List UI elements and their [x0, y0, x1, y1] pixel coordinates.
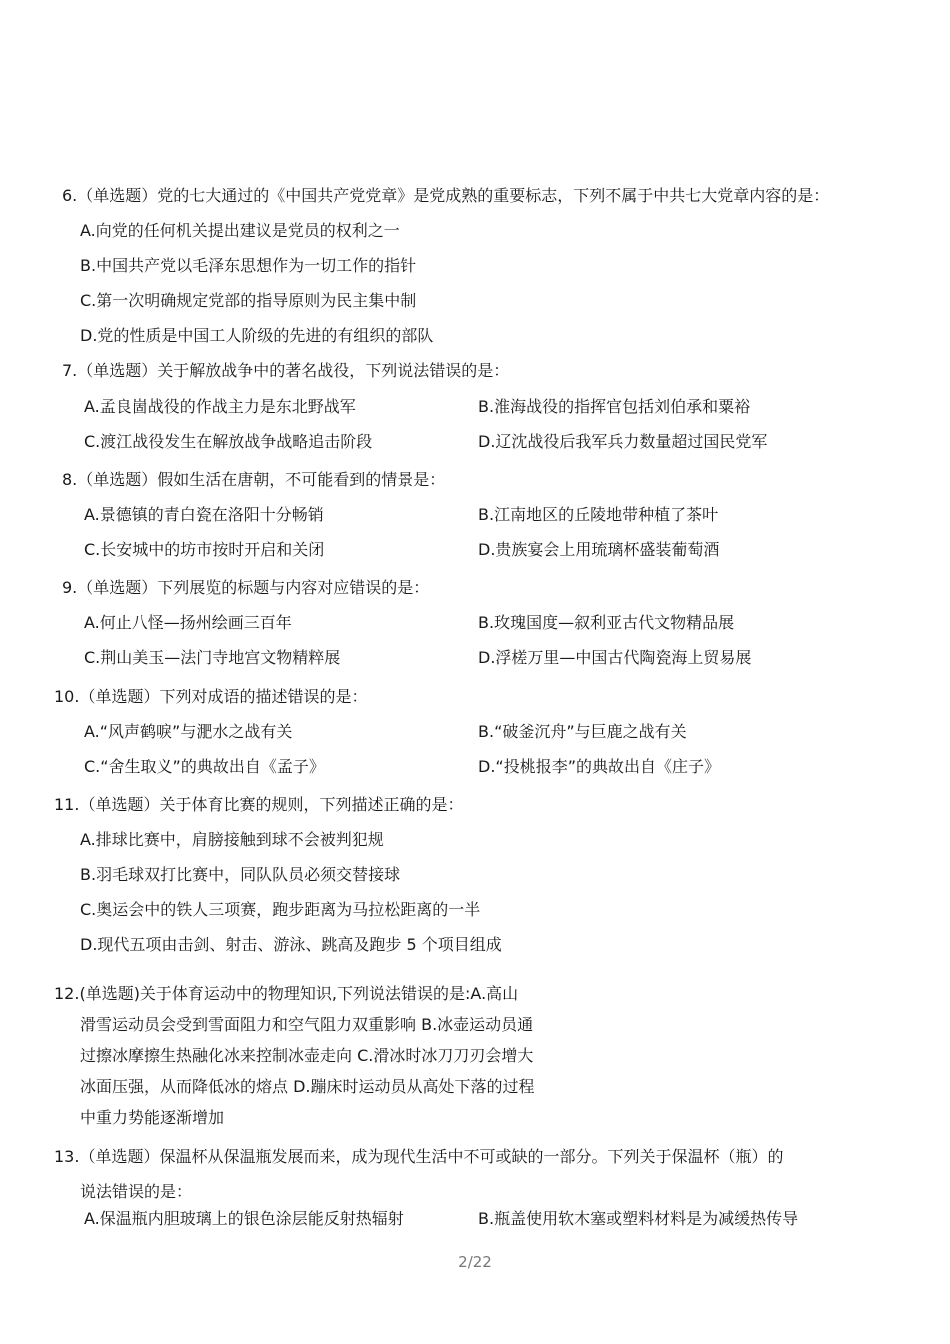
question-13-stem-line-1: 13.（单选题）保温杯从保温瓶发展而来，成为现代生活中不可或缺的一部分。下列关于保温杯（瓶）的	[54, 1147, 784, 1166]
question-10-stem: 10.（单选题）下列对成语的描述错误的是：	[54, 687, 368, 706]
question-9-option-b: B.玫瑰国度—叙利亚古代文物精品展	[478, 613, 735, 632]
question-6-option-c: C.第一次明确规定党部的指导原则为民主集中制	[80, 291, 417, 310]
question-12-line-3: 过擦冰摩擦生热融化冰来控制冰壶走向 C.滑冰时冰刀刀刃会增大	[80, 1046, 534, 1065]
question-11-option-c: C.奥运会中的铁人三项赛，跑步距离为马拉松距离的一半	[80, 900, 481, 919]
question-9-option-a: A.何止八怪—扬州绘画三百年	[84, 613, 292, 632]
question-12-line-5: 中重力势能逐渐增加	[80, 1108, 225, 1127]
question-13-stem-line-2: 说法错误的是：	[80, 1182, 193, 1201]
question-6-option-a: A.向党的任何机关提出建议是党员的权利之一	[80, 221, 400, 240]
question-11-stem: 11.（单选题）关于体育比赛的规则，下列描述正确的是：	[54, 795, 464, 814]
question-10-option-b: B.“破釜沉舟”与巨鹿之战有关	[478, 722, 687, 741]
question-9-option-c: C.荆山美玉—法门寺地宫文物精粹展	[84, 648, 341, 667]
question-11-option-a: A.排球比赛中，肩膀接触到球不会被判犯规	[80, 830, 384, 849]
question-6-option-d: D.党的性质是中国工人阶级的先进的有组织的部队	[80, 326, 434, 345]
question-13-option-a: A.保温瓶内胆玻璃上的银色涂层能反射热辐射	[84, 1209, 404, 1228]
question-6-stem: 6.（单选题）党的七大通过的《中国共产党党章》是党成熟的重要标志，下列不属于中共七大党章内容的是：	[62, 186, 830, 205]
question-7-option-c: C.渡江战役发生在解放战争战略追击阶段	[84, 432, 373, 451]
question-13-option-b: B.瓶盖使用软木塞或塑料材料是为减缓热传导	[478, 1209, 799, 1228]
question-8-option-d: D.贵族宴会上用琉璃杯盛装葡萄酒	[478, 540, 720, 559]
question-9-stem: 9.（单选题）下列展览的标题与内容对应错误的是：	[62, 578, 430, 597]
question-10-option-a: A.“风声鹤唳”与淝水之战有关	[84, 722, 293, 741]
question-7-option-a: A.孟良崮战役的作战主力是东北野战军	[84, 397, 356, 416]
question-9-option-d: D.浮槎万里—中国古代陶瓷海上贸易展	[478, 648, 752, 667]
question-7-stem: 7.（单选题）关于解放战争中的著名战役，下列说法错误的是：	[62, 361, 510, 380]
question-11-option-b: B.羽毛球双打比赛中，同队队员必须交替接球	[80, 865, 401, 884]
question-6-option-b: B.中国共产党以毛泽东思想作为一切工作的指针	[80, 256, 417, 275]
page-number: 2/22	[458, 1253, 492, 1271]
question-8-option-a: A.景德镇的青白瓷在洛阳十分畅销	[84, 505, 324, 524]
question-12-line-1: 12.(单选题)关于体育运动中的物理知识,下列说法错误的是:A.高山	[54, 984, 519, 1003]
question-10-option-d: D.“投桃报李”的典故出自《庄子》	[478, 757, 720, 776]
question-7-option-d: D.辽沈战役后我军兵力数量超过国民党军	[478, 432, 768, 451]
question-10-option-c: C.“舍生取义”的典故出自《孟子》	[84, 757, 325, 776]
question-8-option-b: B.江南地区的丘陵地带种植了茶叶	[478, 505, 719, 524]
question-8-stem: 8.（单选题）假如生活在唐朝，不可能看到的情景是：	[62, 470, 446, 489]
question-7-option-b: B.淮海战役的指挥官包括刘伯承和粟裕	[478, 397, 751, 416]
question-8-option-c: C.长安城中的坊市按时开启和关闭	[84, 540, 325, 559]
question-12-line-4: 冰面压强，从而降低冰的熔点 D.蹦床时运动员从高处下落的过程	[80, 1077, 535, 1096]
question-12-line-2: 滑雪运动员会受到雪面阻力和空气阻力双重影响 B.冰壶运动员通	[80, 1015, 534, 1034]
question-11-option-d: D.现代五项由击剑、射击、游泳、跳高及跑步 5 个项目组成	[80, 935, 502, 954]
